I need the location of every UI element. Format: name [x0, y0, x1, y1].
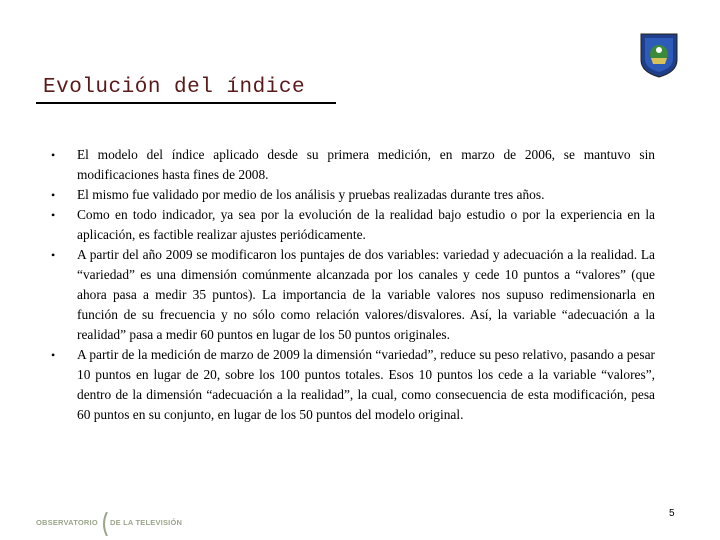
logo-separator-icon: [100, 512, 110, 536]
bullet-list: [51, 145, 655, 425]
bullet-icon: •: [51, 248, 56, 262]
page-number: 5: [669, 508, 675, 519]
list-item: [51, 245, 655, 345]
title-underline: [36, 102, 336, 104]
logo-left-text: OBSERVATORIO: [36, 518, 98, 527]
bullet-text: Como en todo indicador, ya sea por la evolución de la realidad bajo estudio o por la experiencia en la aplicación, es factible realizar ajustes periódicamente.: [77, 207, 655, 242]
bullet-icon: •: [51, 148, 56, 162]
slide-title: Evolución del índice: [43, 76, 306, 99]
bullet-text: A partir del año 2009 se modificaron los puntajes de dos variables: variedad y adecuación a la realidad. La “variedad” es una dimensión comúnmente alcanzada por los canales y cede 10 puntos a “valores” (que ahora pasa a medir 35 puntos). La importancia de la variable valores nos supuso redimensionarla en función de su frecuencia y no sólo como relación valores/disvalores. Así, la variable “adecuación a la realidad” pasa a medir 60 puntos en lugar de los 50 puntos originales.: [77, 247, 655, 342]
list-item: [51, 345, 655, 425]
logo-right-text: DE LA TELEVISIÓN: [110, 518, 183, 527]
bullet-text: A partir de la medición de marzo de 2009 la dimensión “variedad”, reduce su peso relativo, pasando a pesar 10 puntos en lugar de 20, sobre los 100 puntos totales. Esos 10 puntos los cede a la variable “valores”, dentro de la dimensión “adecuación a la realidad”, la cual, como consecuencia de esta modificación, pesa 60 puntos en su conjunto, en lugar de los 50 puntos del modelo original.: [77, 347, 655, 422]
bullet-text: El modelo del índice aplicado desde su primera medición, en marzo de 2006, se mantuvo sin modificaciones hasta fines de 2008.: [77, 147, 655, 182]
observatorio-logo: [30, 508, 200, 536]
university-seal-icon: [639, 32, 679, 78]
bullet-icon: •: [51, 188, 56, 202]
list-item: [51, 205, 655, 245]
list-item: [51, 185, 655, 205]
bullet-icon: •: [51, 348, 56, 362]
list-item: [51, 145, 655, 185]
bullet-icon: •: [51, 208, 56, 222]
bullet-text: El mismo fue validado por medio de los análisis y pruebas realizadas durante tres años.: [77, 187, 545, 202]
